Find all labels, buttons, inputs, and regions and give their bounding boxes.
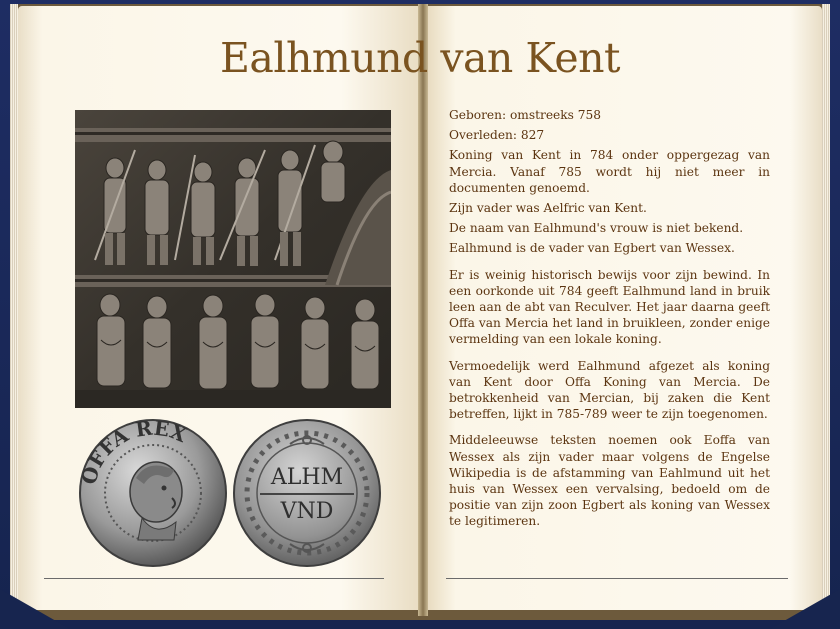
left-page-edges [10, 4, 18, 614]
paragraph: Er is weinig historisch bewijs voor zijn bewind. In een oorkonde uit 784 geeft Ealhmund land in bruik leen aan de abt van Reculver. Het jaar daarna geeft Offa van Mercia het land in bruikleen, zonder enige vermelding van een lokale koning. [449, 267, 770, 347]
right-page-edges [822, 4, 830, 614]
stone-relief-image [75, 110, 391, 408]
coin-reverse-image [232, 418, 382, 568]
coin-obverse-legend: OFFA REX [78, 418, 191, 488]
stone-relief-drawing [75, 110, 391, 408]
paragraph: Middeleeuwse teksten noemen ook Eoffa van Wessex als zijn vader maar volgens de Engelse Wikipedia is de afstamming van Eahlmund uit het huis van Wessex een vervalsing, bedoeld om de positie van zijn zoon Egbert als koning van Wessex te legitimeren. [449, 433, 770, 529]
biography-text [449, 107, 770, 534]
son-line: Ealhmund is de vader van Egbert van Wessex. [449, 241, 735, 256]
father-line: Zijn vader was Aelfric van Kent. [449, 201, 647, 216]
coin-obverse-image [78, 418, 228, 568]
reign-line: Koning van Kent in 784 onder oppergezag van Mercia. Vanaf 785 wordt hij niet meer in documenten genoemd. [449, 148, 770, 195]
coin-obverse-drawing [78, 418, 228, 568]
paragraph: Vermoedelijk werd Ealhmund afgezet als koning van Kent door Offa Koning van Mercia. De betrokkenheid van Mercian, bij zaken die Kent betreffen, lijkt in 785-789 weer te zijn toegenomen. [449, 358, 770, 422]
book-spine [418, 4, 428, 616]
coin-reverse-drawing [232, 418, 382, 568]
wife-line: De naam van Ealhmund's vrouw is niet bekend. [449, 221, 744, 236]
right-page-footer-rule [446, 578, 788, 579]
coin-reverse-legend-bottom: VND [280, 499, 334, 524]
died-line: Overleden: 827 [449, 128, 545, 143]
left-page-footer-rule [44, 578, 384, 579]
coin-reverse-legend-top: ALHM [270, 465, 344, 490]
page-title: Ealhmund van Kent [219, 34, 621, 82]
born-line: Geboren: omstreeks 758 [449, 108, 602, 122]
